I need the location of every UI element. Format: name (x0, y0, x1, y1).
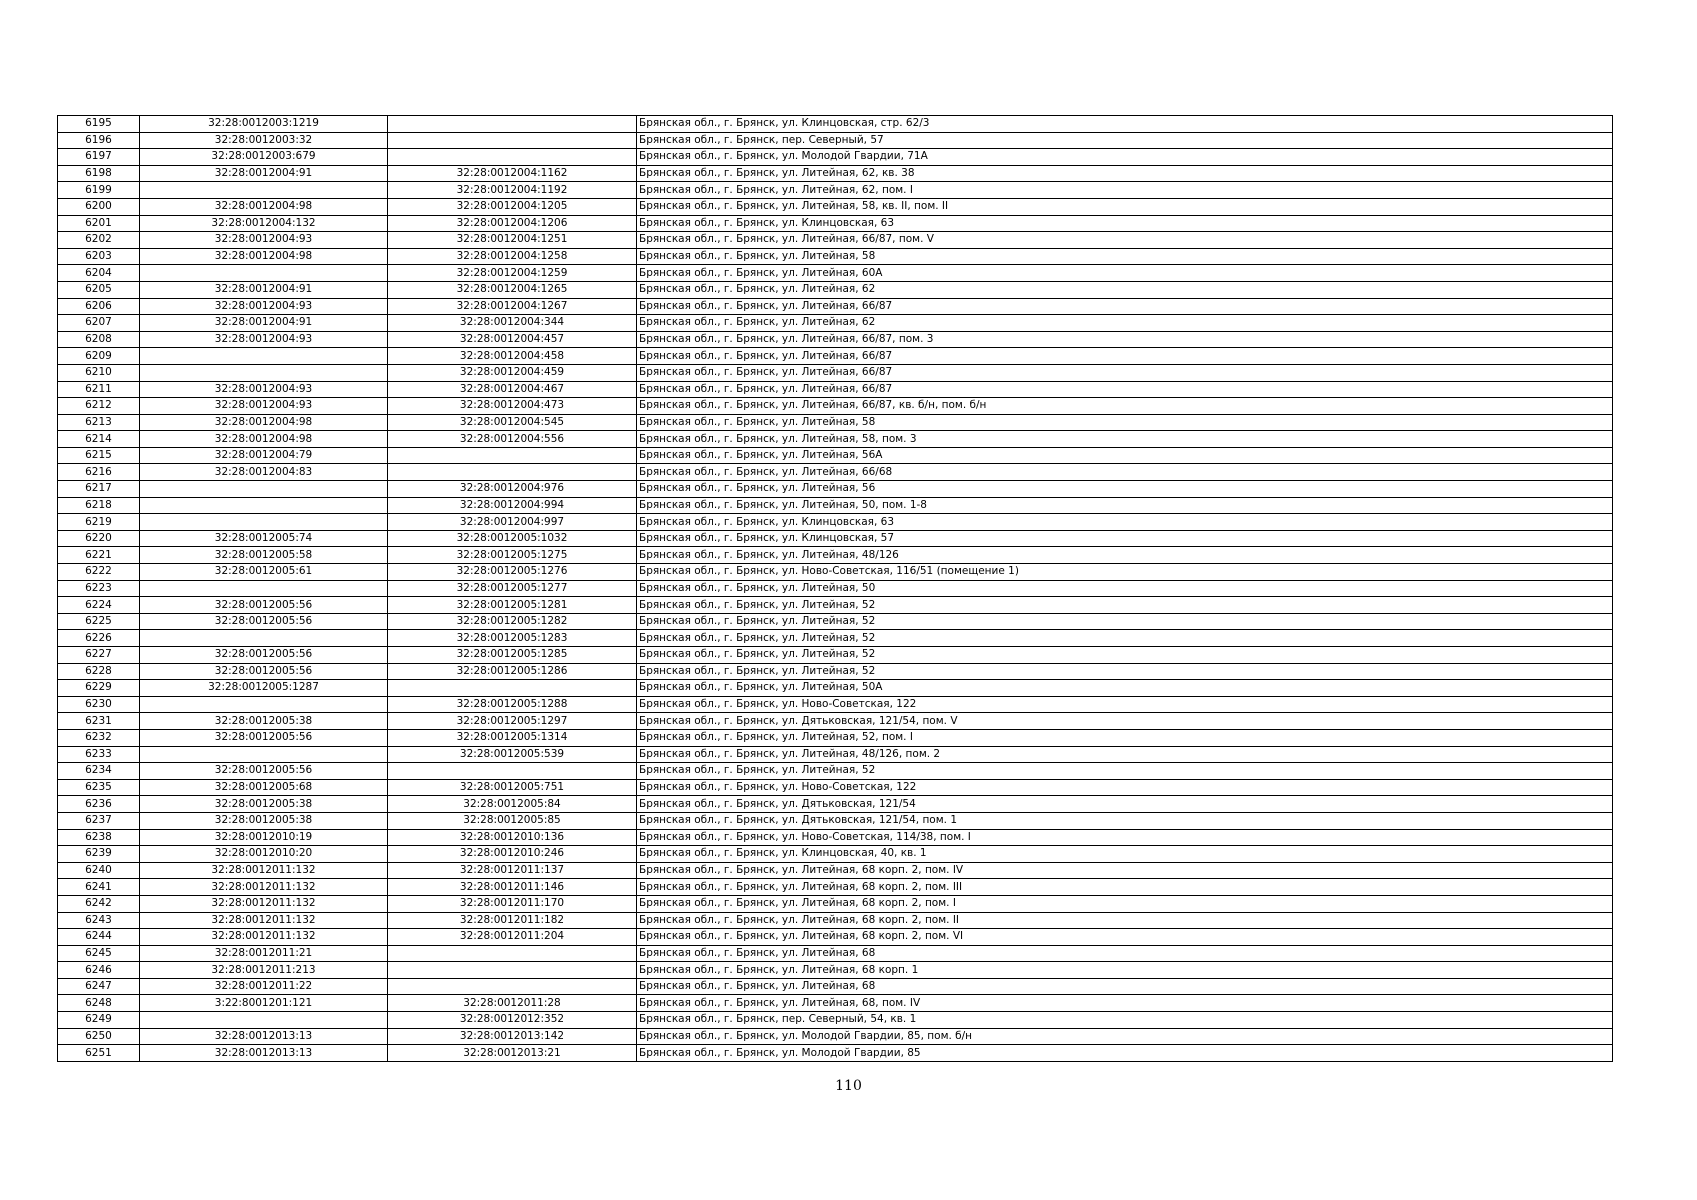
address-cell: Брянская обл., г. Брянск, пер. Северный, 54, кв. 1 (637, 1012, 1613, 1029)
register-table (57, 115, 1613, 1062)
row-number-cell: 6235 (58, 779, 140, 796)
address-cell: Брянская обл., г. Брянск, ул. Литейная, 50 (637, 580, 1613, 597)
row-number-cell: 6237 (58, 812, 140, 829)
address-cell: Брянская обл., г. Брянск, ул. Литейная, 68 корп. 2, пом. III (637, 879, 1613, 896)
row-number-cell: 6228 (58, 663, 140, 680)
table-row (58, 995, 1613, 1012)
parcel-number-cell: 32:28:0012005:56 (140, 663, 388, 680)
table-row (58, 978, 1613, 995)
table-row (58, 879, 1613, 896)
table-row (58, 564, 1613, 581)
row-number-cell: 6216 (58, 464, 140, 481)
address-cell: Брянская обл., г. Брянск, ул. Литейная, 52 (637, 630, 1613, 647)
table-row (58, 447, 1613, 464)
object-number-cell: 32:28:0012011:204 (388, 929, 637, 946)
object-number-cell: 32:28:0012010:136 (388, 829, 637, 846)
object-number-cell: 32:28:0012005:1276 (388, 564, 637, 581)
table-row (58, 497, 1613, 514)
parcel-number-cell (140, 481, 388, 498)
address-cell: Брянская обл., г. Брянск, ул. Дятьковская, 121/54 (637, 796, 1613, 813)
object-number-cell: 32:28:0012005:1288 (388, 696, 637, 713)
object-number-cell: 32:28:0012004:997 (388, 514, 637, 531)
object-number-cell: 32:28:0012011:137 (388, 862, 637, 879)
parcel-number-cell (140, 630, 388, 647)
object-number-cell: 32:28:0012004:976 (388, 481, 637, 498)
table-row (58, 265, 1613, 282)
parcel-number-cell (140, 497, 388, 514)
parcel-number-cell: 32:28:0012004:98 (140, 414, 388, 431)
table-row (58, 530, 1613, 547)
row-number-cell: 6211 (58, 381, 140, 398)
address-cell: Брянская обл., г. Брянск, ул. Литейная, 50, пом. 1-8 (637, 497, 1613, 514)
table-row (58, 763, 1613, 780)
row-number-cell: 6245 (58, 945, 140, 962)
parcel-number-cell: 32:28:0012003:1219 (140, 116, 388, 133)
address-cell: Брянская обл., г. Брянск, ул. Литейная, 68 корп. 2, пом. II (637, 912, 1613, 929)
address-cell: Брянская обл., г. Брянск, ул. Ново-Советская, 122 (637, 779, 1613, 796)
address-cell: Брянская обл., г. Брянск, ул. Литейная, 52, пом. I (637, 729, 1613, 746)
object-number-cell: 32:28:0012005:1297 (388, 713, 637, 730)
table-row (58, 746, 1613, 763)
row-number-cell: 6219 (58, 514, 140, 531)
row-number-cell: 6229 (58, 680, 140, 697)
row-number-cell: 6249 (58, 1012, 140, 1029)
parcel-number-cell: 32:28:0012004:98 (140, 431, 388, 448)
object-number-cell: 32:28:0012005:84 (388, 796, 637, 813)
address-cell: Брянская обл., г. Брянск, ул. Клинцовская, 63 (637, 514, 1613, 531)
row-number-cell: 6240 (58, 862, 140, 879)
table-row (58, 182, 1613, 199)
object-number-cell (388, 116, 637, 133)
table-row (58, 431, 1613, 448)
object-number-cell: 32:28:0012004:1259 (388, 265, 637, 282)
table-row (58, 729, 1613, 746)
address-cell: Брянская обл., г. Брянск, ул. Литейная, 66/87, пом. 3 (637, 331, 1613, 348)
address-cell: Брянская обл., г. Брянск, ул. Литейная, 58 (637, 248, 1613, 265)
address-cell: Брянская обл., г. Брянск, ул. Молодой Гвардии, 71А (637, 149, 1613, 166)
row-number-cell: 6241 (58, 879, 140, 896)
table-row (58, 315, 1613, 332)
object-number-cell: 32:28:0012004:473 (388, 398, 637, 415)
parcel-number-cell: 32:28:0012010:19 (140, 829, 388, 846)
table-row (58, 895, 1613, 912)
address-cell: Брянская обл., г. Брянск, ул. Литейная, 50А (637, 680, 1613, 697)
object-number-cell: 32:28:0012011:146 (388, 879, 637, 896)
parcel-number-cell: 32:28:0012004:79 (140, 447, 388, 464)
object-number-cell (388, 464, 637, 481)
parcel-number-cell: 32:28:0012005:56 (140, 613, 388, 630)
table-row (58, 464, 1613, 481)
parcel-number-cell (140, 265, 388, 282)
row-number-cell: 6210 (58, 364, 140, 381)
address-cell: Брянская обл., г. Брянск, ул. Дятьковская, 121/54, пом. V (637, 713, 1613, 730)
table-row (58, 514, 1613, 531)
object-number-cell: 32:28:0012013:21 (388, 1045, 637, 1062)
table-row (58, 796, 1613, 813)
address-cell: Брянская обл., г. Брянск, ул. Литейная, 66/87, кв. б/н, пом. б/н (637, 398, 1613, 415)
parcel-number-cell: 32:28:0012005:56 (140, 647, 388, 664)
table-row (58, 1028, 1613, 1045)
row-number-cell: 6203 (58, 248, 140, 265)
table-row (58, 364, 1613, 381)
object-number-cell (388, 763, 637, 780)
object-number-cell: 32:28:0012004:1205 (388, 198, 637, 215)
parcel-number-cell (140, 364, 388, 381)
address-cell: Брянская обл., г. Брянск, ул. Литейная, 62, пом. I (637, 182, 1613, 199)
object-number-cell: 32:28:0012011:28 (388, 995, 637, 1012)
object-number-cell: 32:28:0012011:170 (388, 895, 637, 912)
address-cell: Брянская обл., г. Брянск, ул. Клинцовская, стр. 62/3 (637, 116, 1613, 133)
table-row (58, 713, 1613, 730)
object-number-cell: 32:28:0012004:994 (388, 497, 637, 514)
address-cell: Брянская обл., г. Брянск, ул. Литейная, 60А (637, 265, 1613, 282)
parcel-number-cell (140, 746, 388, 763)
table-row (58, 149, 1613, 166)
address-cell: Брянская обл., г. Брянск, пер. Северный, 57 (637, 132, 1613, 149)
address-cell: Брянская обл., г. Брянск, ул. Литейная, 66/87 (637, 364, 1613, 381)
object-number-cell: 32:28:0012004:344 (388, 315, 637, 332)
address-cell: Брянская обл., г. Брянск, ул. Литейная, 68 (637, 945, 1613, 962)
parcel-number-cell: 32:28:0012003:32 (140, 132, 388, 149)
row-number-cell: 6236 (58, 796, 140, 813)
row-number-cell: 6209 (58, 348, 140, 365)
address-cell: Брянская обл., г. Брянск, ул. Литейная, 52 (637, 763, 1613, 780)
parcel-number-cell: 32:28:0012004:91 (140, 281, 388, 298)
parcel-number-cell: 32:28:0012011:132 (140, 912, 388, 929)
object-number-cell (388, 978, 637, 995)
parcel-number-cell: 32:28:0012004:93 (140, 398, 388, 415)
address-cell: Брянская обл., г. Брянск, ул. Литейная, 68 корп. 2, пом. VI (637, 929, 1613, 946)
object-number-cell (388, 447, 637, 464)
address-cell: Брянская обл., г. Брянск, ул. Литейная, 48/126 (637, 547, 1613, 564)
table-row (58, 198, 1613, 215)
address-cell: Брянская обл., г. Брянск, ул. Молодой Гвардии, 85, пом. б/н (637, 1028, 1613, 1045)
row-number-cell: 6204 (58, 265, 140, 282)
address-cell: Брянская обл., г. Брянск, ул. Литейная, 66/87, пом. V (637, 232, 1613, 249)
table-row (58, 298, 1613, 315)
table-row (58, 929, 1613, 946)
row-number-cell: 6226 (58, 630, 140, 647)
row-number-cell: 6199 (58, 182, 140, 199)
row-number-cell: 6220 (58, 530, 140, 547)
object-number-cell (388, 945, 637, 962)
address-cell: Брянская обл., г. Брянск, ул. Литейная, 62 (637, 315, 1613, 332)
table-row (58, 862, 1613, 879)
object-number-cell (388, 680, 637, 697)
table-row (58, 414, 1613, 431)
row-number-cell: 6233 (58, 746, 140, 763)
address-cell: Брянская обл., г. Брянск, ул. Литейная, 68 корп. 2, пом. IV (637, 862, 1613, 879)
row-number-cell: 6200 (58, 198, 140, 215)
table-row (58, 580, 1613, 597)
parcel-number-cell: 32:28:0012011:21 (140, 945, 388, 962)
address-cell: Брянская обл., г. Брянск, ул. Литейная, 62, кв. 38 (637, 165, 1613, 182)
object-number-cell: 32:28:0012005:1032 (388, 530, 637, 547)
row-number-cell: 6212 (58, 398, 140, 415)
object-number-cell: 32:28:0012005:1277 (388, 580, 637, 597)
parcel-number-cell (140, 182, 388, 199)
row-number-cell: 6247 (58, 978, 140, 995)
address-cell: Брянская обл., г. Брянск, ул. Литейная, 48/126, пом. 2 (637, 746, 1613, 763)
table-row (58, 547, 1613, 564)
parcel-number-cell: 32:28:0012004:98 (140, 198, 388, 215)
object-number-cell: 32:28:0012004:556 (388, 431, 637, 448)
object-number-cell: 32:28:0012004:459 (388, 364, 637, 381)
object-number-cell: 32:28:0012013:142 (388, 1028, 637, 1045)
parcel-number-cell (140, 348, 388, 365)
table-row (58, 481, 1613, 498)
parcel-number-cell: 32:28:0012004:93 (140, 331, 388, 348)
row-number-cell: 6214 (58, 431, 140, 448)
parcel-number-cell: 32:28:0012004:91 (140, 165, 388, 182)
row-number-cell: 6230 (58, 696, 140, 713)
table-row (58, 348, 1613, 365)
parcel-number-cell: 32:28:0012005:74 (140, 530, 388, 547)
address-cell: Брянская обл., г. Брянск, ул. Литейная, 52 (637, 613, 1613, 630)
object-number-cell: 32:28:0012005:1283 (388, 630, 637, 647)
parcel-number-cell: 32:28:0012004:98 (140, 248, 388, 265)
parcel-number-cell: 32:28:0012005:38 (140, 812, 388, 829)
address-cell: Брянская обл., г. Брянск, ул. Литейная, 66/87 (637, 381, 1613, 398)
parcel-number-cell: 32:28:0012005:56 (140, 597, 388, 614)
register-table-body (58, 116, 1613, 1062)
parcel-number-cell: 32:28:0012005:58 (140, 547, 388, 564)
address-cell: Брянская обл., г. Брянск, ул. Литейная, 52 (637, 647, 1613, 664)
table-row (58, 398, 1613, 415)
row-number-cell: 6248 (58, 995, 140, 1012)
table-row (58, 812, 1613, 829)
row-number-cell: 6234 (58, 763, 140, 780)
object-number-cell: 32:28:0012004:1251 (388, 232, 637, 249)
row-number-cell: 6222 (58, 564, 140, 581)
parcel-number-cell: 32:28:0012005:38 (140, 713, 388, 730)
parcel-number-cell: 32:28:0012004:93 (140, 232, 388, 249)
table-row (58, 1012, 1613, 1029)
address-cell: Брянская обл., г. Брянск, ул. Клинцовская, 63 (637, 215, 1613, 232)
parcel-number-cell: 32:28:0012010:20 (140, 846, 388, 863)
address-cell: Брянская обл., г. Брянск, ул. Молодой Гвардии, 85 (637, 1045, 1613, 1062)
address-cell: Брянская обл., г. Брянск, ул. Литейная, 56А (637, 447, 1613, 464)
table-row (58, 132, 1613, 149)
row-number-cell: 6223 (58, 580, 140, 597)
parcel-number-cell (140, 580, 388, 597)
object-number-cell: 32:28:0012005:1282 (388, 613, 637, 630)
object-number-cell (388, 962, 637, 979)
row-number-cell: 6246 (58, 962, 140, 979)
object-number-cell: 32:28:0012005:1286 (388, 663, 637, 680)
parcel-number-cell: 32:28:0012011:132 (140, 895, 388, 912)
table-row (58, 945, 1613, 962)
row-number-cell: 6243 (58, 912, 140, 929)
object-number-cell (388, 149, 637, 166)
table-row (58, 215, 1613, 232)
row-number-cell: 6242 (58, 895, 140, 912)
object-number-cell: 32:28:0012004:1267 (388, 298, 637, 315)
address-cell: Брянская обл., г. Брянск, ул. Литейная, 52 (637, 597, 1613, 614)
row-number-cell: 6195 (58, 116, 140, 133)
row-number-cell: 6206 (58, 298, 140, 315)
address-cell: Брянская обл., г. Брянск, ул. Литейная, 58, кв. II, пом. II (637, 198, 1613, 215)
parcel-number-cell: 32:28:0012011:22 (140, 978, 388, 995)
parcel-number-cell: 32:28:0012011:132 (140, 929, 388, 946)
object-number-cell: 32:28:0012005:751 (388, 779, 637, 796)
object-number-cell: 32:28:0012004:1258 (388, 248, 637, 265)
object-number-cell (388, 132, 637, 149)
table-row (58, 331, 1613, 348)
parcel-number-cell: 32:28:0012005:1287 (140, 680, 388, 697)
table-row (58, 281, 1613, 298)
parcel-number-cell: 32:28:0012011:132 (140, 862, 388, 879)
address-cell: Брянская обл., г. Брянск, ул. Литейная, 66/87 (637, 348, 1613, 365)
address-cell: Брянская обл., г. Брянск, ул. Литейная, 68 корп. 1 (637, 962, 1613, 979)
address-cell: Брянская обл., г. Брянск, ул. Ново-Советская, 114/38, пом. I (637, 829, 1613, 846)
address-cell: Брянская обл., г. Брянск, ул. Литейная, 66/87 (637, 298, 1613, 315)
address-cell: Брянская обл., г. Брянск, ул. Литейная, 68 корп. 2, пом. I (637, 895, 1613, 912)
table-row (58, 846, 1613, 863)
row-number-cell: 6250 (58, 1028, 140, 1045)
address-cell: Брянская обл., г. Брянск, ул. Литейная, 58, пом. 3 (637, 431, 1613, 448)
parcel-number-cell: 32:28:0012004:93 (140, 381, 388, 398)
table-row (58, 232, 1613, 249)
parcel-number-cell (140, 1012, 388, 1029)
object-number-cell: 32:28:0012011:182 (388, 912, 637, 929)
table-row (58, 647, 1613, 664)
object-number-cell: 32:28:0012004:1206 (388, 215, 637, 232)
table-row (58, 116, 1613, 133)
parcel-number-cell: 32:28:0012013:13 (140, 1028, 388, 1045)
row-number-cell: 6251 (58, 1045, 140, 1062)
object-number-cell: 32:28:0012005:85 (388, 812, 637, 829)
table-row (58, 1045, 1613, 1062)
parcel-number-cell: 32:28:0012005:56 (140, 763, 388, 780)
row-number-cell: 6221 (58, 547, 140, 564)
object-number-cell: 32:28:0012004:467 (388, 381, 637, 398)
address-cell: Брянская обл., г. Брянск, ул. Литейная, 66/68 (637, 464, 1613, 481)
address-cell: Брянская обл., г. Брянск, ул. Литейная, 58 (637, 414, 1613, 431)
address-cell: Брянская обл., г. Брянск, ул. Ново-Советская, 122 (637, 696, 1613, 713)
parcel-number-cell: 32:28:0012004:132 (140, 215, 388, 232)
object-number-cell: 32:28:0012004:545 (388, 414, 637, 431)
table-row (58, 630, 1613, 647)
row-number-cell: 6217 (58, 481, 140, 498)
row-number-cell: 6232 (58, 729, 140, 746)
row-number-cell: 6218 (58, 497, 140, 514)
parcel-number-cell (140, 696, 388, 713)
table-row (58, 248, 1613, 265)
table-row (58, 962, 1613, 979)
table-row (58, 912, 1613, 929)
object-number-cell: 32:28:0012004:1192 (388, 182, 637, 199)
row-number-cell: 6198 (58, 165, 140, 182)
address-cell: Брянская обл., г. Брянск, ул. Литейная, 62 (637, 281, 1613, 298)
parcel-number-cell: 32:28:0012005:56 (140, 729, 388, 746)
address-cell: Брянская обл., г. Брянск, ул. Клинцовская, 57 (637, 530, 1613, 547)
row-number-cell: 6213 (58, 414, 140, 431)
table-row (58, 597, 1613, 614)
page-number: 110 (835, 1078, 862, 1094)
parcel-number-cell: 32:28:0012005:61 (140, 564, 388, 581)
object-number-cell: 32:28:0012004:457 (388, 331, 637, 348)
table-row (58, 613, 1613, 630)
object-number-cell: 32:28:0012004:1265 (388, 281, 637, 298)
row-number-cell: 6224 (58, 597, 140, 614)
table-row (58, 663, 1613, 680)
row-number-cell: 6205 (58, 281, 140, 298)
row-number-cell: 6202 (58, 232, 140, 249)
object-number-cell: 32:28:0012005:539 (388, 746, 637, 763)
row-number-cell: 6225 (58, 613, 140, 630)
object-number-cell: 32:28:0012010:246 (388, 846, 637, 863)
parcel-number-cell (140, 514, 388, 531)
parcel-number-cell: 32:28:0012003:679 (140, 149, 388, 166)
row-number-cell: 6238 (58, 829, 140, 846)
object-number-cell: 32:28:0012004:1162 (388, 165, 637, 182)
row-number-cell: 6207 (58, 315, 140, 332)
table-row (58, 779, 1613, 796)
object-number-cell: 32:28:0012005:1285 (388, 647, 637, 664)
parcel-number-cell: 32:28:0012004:93 (140, 298, 388, 315)
parcel-number-cell: 32:28:0012004:83 (140, 464, 388, 481)
object-number-cell: 32:28:0012004:458 (388, 348, 637, 365)
row-number-cell: 6208 (58, 331, 140, 348)
row-number-cell: 6227 (58, 647, 140, 664)
object-number-cell: 32:28:0012012:352 (388, 1012, 637, 1029)
address-cell: Брянская обл., г. Брянск, ул. Литейная, 52 (637, 663, 1613, 680)
parcel-number-cell: 3:22:8001201:121 (140, 995, 388, 1012)
address-cell: Брянская обл., г. Брянск, ул. Литейная, 68, пом. IV (637, 995, 1613, 1012)
parcel-number-cell: 32:28:0012005:38 (140, 796, 388, 813)
object-number-cell: 32:28:0012005:1281 (388, 597, 637, 614)
row-number-cell: 6215 (58, 447, 140, 464)
table-row (58, 381, 1613, 398)
table-row (58, 696, 1613, 713)
parcel-number-cell: 32:28:0012011:213 (140, 962, 388, 979)
row-number-cell: 6231 (58, 713, 140, 730)
row-number-cell: 6201 (58, 215, 140, 232)
parcel-number-cell: 32:28:0012005:68 (140, 779, 388, 796)
parcel-number-cell: 32:28:0012004:91 (140, 315, 388, 332)
address-cell: Брянская обл., г. Брянск, ул. Ново-Советская, 116/51 (помещение 1) (637, 564, 1613, 581)
row-number-cell: 6239 (58, 846, 140, 863)
table-row (58, 165, 1613, 182)
parcel-number-cell: 32:28:0012013:13 (140, 1045, 388, 1062)
table-row (58, 680, 1613, 697)
table-row (58, 829, 1613, 846)
address-cell: Брянская обл., г. Брянск, ул. Литейная, 68 (637, 978, 1613, 995)
address-cell: Брянская обл., г. Брянск, ул. Литейная, 56 (637, 481, 1613, 498)
address-cell: Брянская обл., г. Брянск, ул. Клинцовская, 40, кв. 1 (637, 846, 1613, 863)
parcel-number-cell: 32:28:0012011:132 (140, 879, 388, 896)
row-number-cell: 6244 (58, 929, 140, 946)
row-number-cell: 6197 (58, 149, 140, 166)
row-number-cell: 6196 (58, 132, 140, 149)
object-number-cell: 32:28:0012005:1275 (388, 547, 637, 564)
object-number-cell: 32:28:0012005:1314 (388, 729, 637, 746)
address-cell: Брянская обл., г. Брянск, ул. Дятьковская, 121/54, пом. 1 (637, 812, 1613, 829)
